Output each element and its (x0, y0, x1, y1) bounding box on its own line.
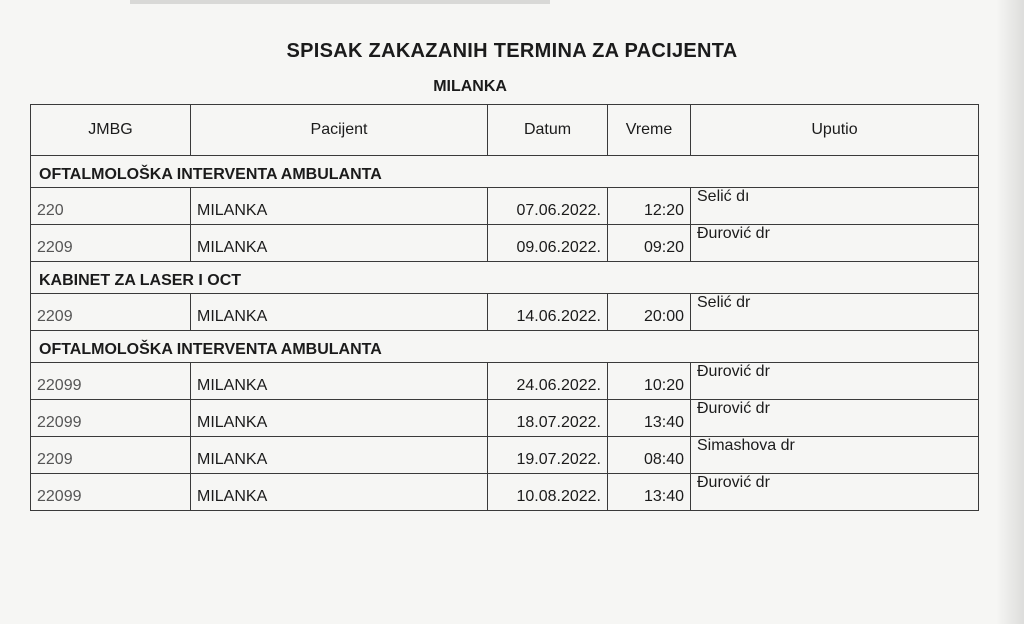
cell-referred-by: Đurović dr (691, 225, 979, 262)
cell-date: 19.07.2022. (488, 437, 608, 474)
cell-referred-by: Đurović dr (691, 474, 979, 511)
redacted-surname (511, 81, 591, 93)
section-row (31, 156, 979, 188)
header-referred-by: Uputio (691, 105, 979, 156)
section-row (31, 331, 979, 363)
cell-date: 07.06.2022. (488, 188, 608, 225)
patient-name: MILANKA (433, 78, 507, 95)
table-row (31, 225, 979, 262)
cell-date: 10.08.2022. (488, 474, 608, 511)
document-title: SPISAK ZAKAZANIH TERMINA ZA PACIJENTA (286, 40, 738, 62)
cell-time: 09:20 (608, 225, 691, 262)
section-row (31, 262, 979, 294)
cell-date: 14.06.2022. (488, 294, 608, 331)
scan-edge-strip (130, 0, 550, 4)
cell-jmbg: 22099 (31, 400, 191, 437)
cell-referred-by: Đurović dr (691, 363, 979, 400)
cell-patient: MILANKA (191, 363, 488, 400)
cell-date: 09.06.2022. (488, 225, 608, 262)
cell-jmbg: 22099 (31, 474, 191, 511)
cell-patient: MILANKA (191, 400, 488, 437)
cell-jmbg: 220 (31, 188, 191, 225)
cell-time: 13:40 (608, 400, 691, 437)
header-date: Datum (488, 105, 608, 156)
cell-patient: MILANKA (191, 225, 488, 262)
cell-patient: MILANKA (191, 474, 488, 511)
cell-jmbg: 2209 (31, 225, 191, 262)
table-row (31, 188, 979, 225)
cell-date: 24.06.2022. (488, 363, 608, 400)
patient-name-heading (0, 78, 1024, 96)
section-title: OFTALMOLOŠKA INTERVENTA AMBULANTA (31, 156, 979, 188)
table-row (31, 363, 979, 400)
table-row (31, 294, 979, 331)
section-title: KABINET ZA LASER I OCT (31, 262, 979, 294)
cell-patient: MILANKA (191, 188, 488, 225)
cell-referred-by: Selić dr (691, 294, 979, 331)
header-jmbg: JMBG (31, 105, 191, 156)
table-row (31, 474, 979, 511)
cell-patient: MILANKA (191, 294, 488, 331)
table-row (31, 437, 979, 474)
cell-date: 18.07.2022. (488, 400, 608, 437)
header-time: Vreme (608, 105, 691, 156)
cell-time: 20:00 (608, 294, 691, 331)
cell-time: 12:20 (608, 188, 691, 225)
cell-time: 13:40 (608, 474, 691, 511)
cell-jmbg: 22099 (31, 363, 191, 400)
section-title: OFTALMOLOŠKA INTERVENTA AMBULANTA (31, 331, 979, 363)
cell-referred-by: Selić dı (691, 188, 979, 225)
cell-jmbg: 2209 (31, 294, 191, 331)
cell-jmbg: 2209 (31, 437, 191, 474)
cell-referred-by: Simashova dr (691, 437, 979, 474)
cell-time: 10:20 (608, 363, 691, 400)
header-patient: Pacijent (191, 105, 488, 156)
cell-referred-by: Đurović dr (691, 400, 979, 437)
table-header-row (31, 105, 979, 156)
cell-patient: MILANKA (191, 437, 488, 474)
appointments-table (30, 104, 979, 511)
cell-time: 08:40 (608, 437, 691, 474)
table-row (31, 400, 979, 437)
